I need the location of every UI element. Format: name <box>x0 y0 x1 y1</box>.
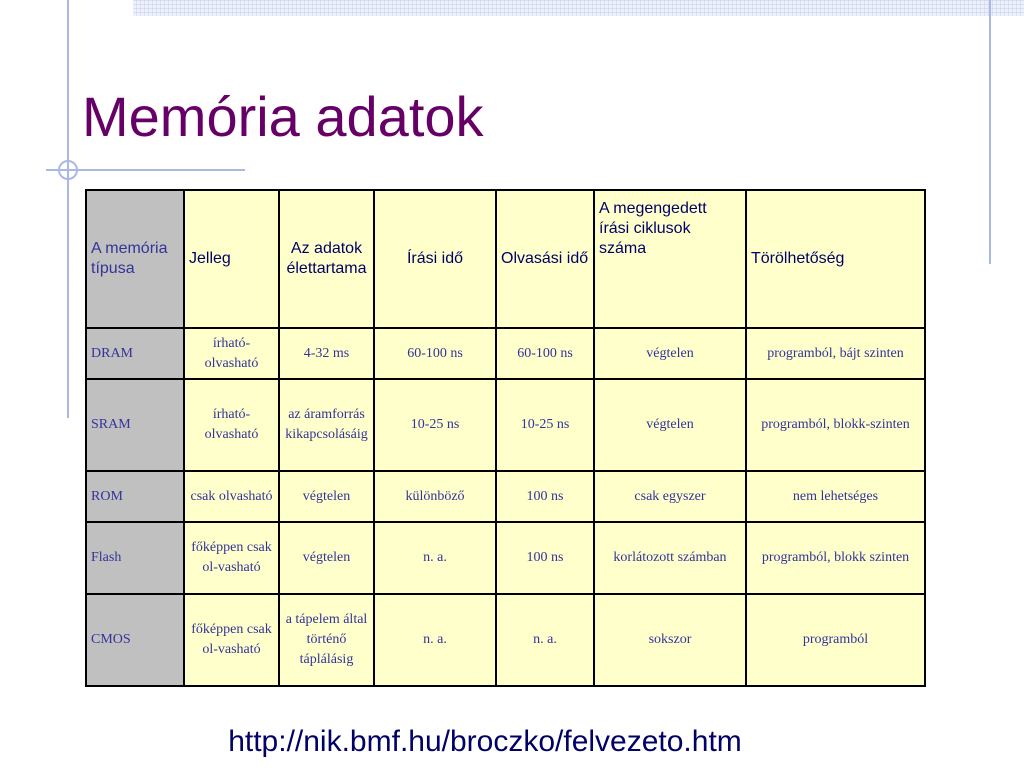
table-row <box>86 522 925 594</box>
row-cell: n. a. <box>496 594 594 686</box>
table-row <box>86 379 925 471</box>
row-cell: 60-100 ns <box>374 328 496 379</box>
row-cell: 100 ns <box>496 522 594 594</box>
row-cell: programból <box>746 594 925 686</box>
row-cell: végtelen <box>279 522 374 594</box>
row-cell: végtelen <box>594 328 746 379</box>
row-cell: főképpen csak ol-vasható <box>184 594 279 686</box>
header-cell-type: A memória típusa <box>86 190 184 328</box>
header-cell-write-cycles: A megengedett írási ciklusok száma <box>594 190 746 328</box>
row-cell: írható-olvasható <box>184 379 279 471</box>
row-cell: az áramforrás kikapcsolásáig <box>279 379 374 471</box>
row-cell: végtelen <box>594 379 746 471</box>
row-cell: korlátozott számban <box>594 522 746 594</box>
row-cell: 4-32 ms <box>279 328 374 379</box>
row-cell: sokszor <box>594 594 746 686</box>
row-cell: végtelen <box>279 471 374 522</box>
row-cell: nem lehetséges <box>746 471 925 522</box>
table-header-row <box>86 190 925 328</box>
row-cell: 10-25 ns <box>374 379 496 471</box>
row-cell: 10-25 ns <box>496 379 594 471</box>
rule-circle-icon <box>59 161 77 179</box>
grid-strip <box>133 0 1024 16</box>
row-cell: n. a. <box>374 522 496 594</box>
row-cell-type: SRAM <box>86 379 184 471</box>
table-row <box>86 328 925 379</box>
row-cell-type: ROM <box>86 471 184 522</box>
row-cell: főképpen csak ol-vasható <box>184 522 279 594</box>
table-row <box>86 471 925 522</box>
row-cell: programból, bájt szinten <box>746 328 925 379</box>
row-cell: 60-100 ns <box>496 328 594 379</box>
row-cell-type: DRAM <box>86 328 184 379</box>
row-cell-type: Flash <box>86 522 184 594</box>
memory-data-table <box>85 189 926 687</box>
row-cell: programból, blokk-szinten <box>746 379 925 471</box>
row-cell: a tápelem által történő táplálásig <box>279 594 374 686</box>
source-url-link[interactable]: http://nik.bmf.hu/broczko/felvezeto.htm <box>228 725 742 758</box>
header-cell-write-time: Írási idő <box>374 190 496 328</box>
row-cell: n. a. <box>374 594 496 686</box>
row-cell: írható-olvasható <box>184 328 279 379</box>
slide-title: Memória adatok <box>82 85 484 148</box>
header-cell-read-time: Olvasási idő <box>496 190 594 328</box>
row-cell: csak olvasható <box>184 471 279 522</box>
header-cell-lifetime: Az adatok élettartama <box>279 190 374 328</box>
header-cell-nature: Jelleg <box>184 190 279 328</box>
row-cell-type: CMOS <box>86 594 184 686</box>
row-cell: különböző <box>374 471 496 522</box>
header-cell-erasability: Törölhetőség <box>746 190 925 328</box>
table-row <box>86 594 925 686</box>
row-cell: programból, blokk szinten <box>746 522 925 594</box>
row-cell: csak egyszer <box>594 471 746 522</box>
row-cell: 100 ns <box>496 471 594 522</box>
